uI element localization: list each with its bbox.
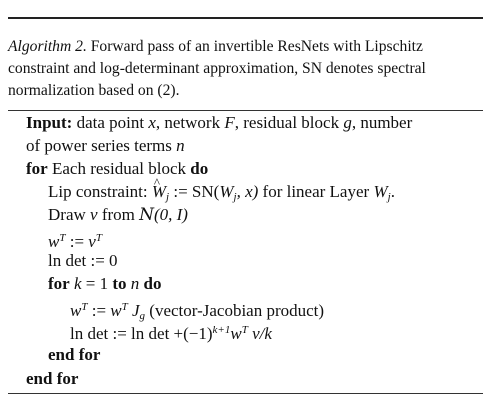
- input-cont-text: of power series terms: [26, 136, 172, 155]
- for-block-line: [26, 158, 208, 180]
- end-for-outer: end for: [26, 369, 79, 388]
- update-ln-exp: k+1: [212, 324, 231, 336]
- v-transpose: T: [95, 232, 102, 244]
- update-w-line: [70, 296, 325, 322]
- draw-line: [48, 204, 188, 226]
- update-w-transpose: T: [81, 301, 88, 313]
- draw-text: Draw: [48, 205, 86, 224]
- w-hat-sub: j: [166, 191, 170, 203]
- update-ln-w: w: [230, 324, 242, 343]
- input-cont-line: [26, 135, 185, 157]
- init-w-line: [48, 227, 102, 249]
- lip-assign: :=: [173, 182, 188, 201]
- for-k-keyword: for: [48, 274, 70, 293]
- for-k-line: [48, 273, 162, 295]
- caption-rule: [8, 110, 483, 111]
- w-transpose: T: [59, 232, 66, 244]
- n-var: n: [130, 274, 140, 293]
- do-keyword: do: [190, 159, 209, 178]
- w-var: w: [48, 232, 60, 251]
- update-ln-left: ln det := ln det +(−1): [70, 324, 213, 343]
- update-w-var: w: [70, 301, 82, 320]
- var-n: n: [176, 136, 185, 155]
- bottom-rule: [8, 393, 483, 394]
- var-F: F: [224, 113, 235, 132]
- w-arg-sub: j: [233, 191, 237, 203]
- init-w-assign: :=: [69, 232, 85, 251]
- update-ln-tail: v/k: [252, 324, 272, 343]
- lip-end: .: [390, 182, 395, 201]
- input-text-b: , network: [155, 113, 221, 132]
- init-ln-text: ln det := 0: [48, 251, 118, 270]
- end-for-inner: end for: [48, 345, 101, 364]
- v-var: v: [88, 232, 96, 251]
- lip-text2: for linear Layer: [262, 182, 370, 201]
- w-arg: W: [219, 182, 234, 201]
- k-eq: = 1: [85, 274, 109, 293]
- from-text: from: [101, 205, 135, 224]
- lip-constraint-line: [48, 181, 395, 203]
- algorithm-caption: [8, 36, 484, 102]
- jacobian-sub-g: g: [139, 310, 146, 322]
- caption-label: Algorithm 2.: [8, 38, 87, 55]
- vjp-comment: (vector-Jacobian product): [149, 301, 325, 320]
- top-rule: [8, 17, 483, 19]
- lip-text: Lip constraint:: [48, 182, 148, 201]
- do-k-keyword: do: [143, 274, 162, 293]
- to-keyword: to: [112, 274, 127, 293]
- init-ln-line: [48, 250, 118, 272]
- w-layer: W: [373, 182, 388, 201]
- normal-args: (0, I): [153, 205, 188, 224]
- for-block-text: Each residual block: [51, 159, 187, 178]
- normal-N: N: [139, 205, 154, 225]
- input-text-c: , residual block: [234, 113, 340, 132]
- caption-text: Forward pass of an invertible ResNets with Lipschitz constraint and log-determinant approximation, SN denotes spectral normalization based on (2).: [8, 38, 426, 99]
- sn-rest: , x): [236, 182, 259, 201]
- update-ln-transpose: T: [241, 324, 248, 336]
- update-w2-var: w: [110, 301, 122, 320]
- input-keyword: Input:: [26, 113, 73, 132]
- sn-open: SN(: [191, 182, 220, 201]
- input-line: [26, 112, 412, 134]
- var-x: x: [148, 113, 156, 132]
- update-w-assign: :=: [91, 301, 107, 320]
- var-v: v: [90, 205, 98, 224]
- update-ln-line: [70, 319, 272, 341]
- input-text-a: data point: [76, 113, 145, 132]
- update-w2-transpose: T: [121, 301, 128, 313]
- for-keyword: for: [26, 159, 48, 178]
- k-var: k: [73, 274, 82, 293]
- w-hat: ^ W: [152, 181, 166, 203]
- var-g: g: [343, 113, 352, 132]
- w-layer-sub: j: [387, 191, 391, 203]
- input-text-d: , number: [351, 113, 413, 132]
- jacobian-J: J: [132, 301, 140, 320]
